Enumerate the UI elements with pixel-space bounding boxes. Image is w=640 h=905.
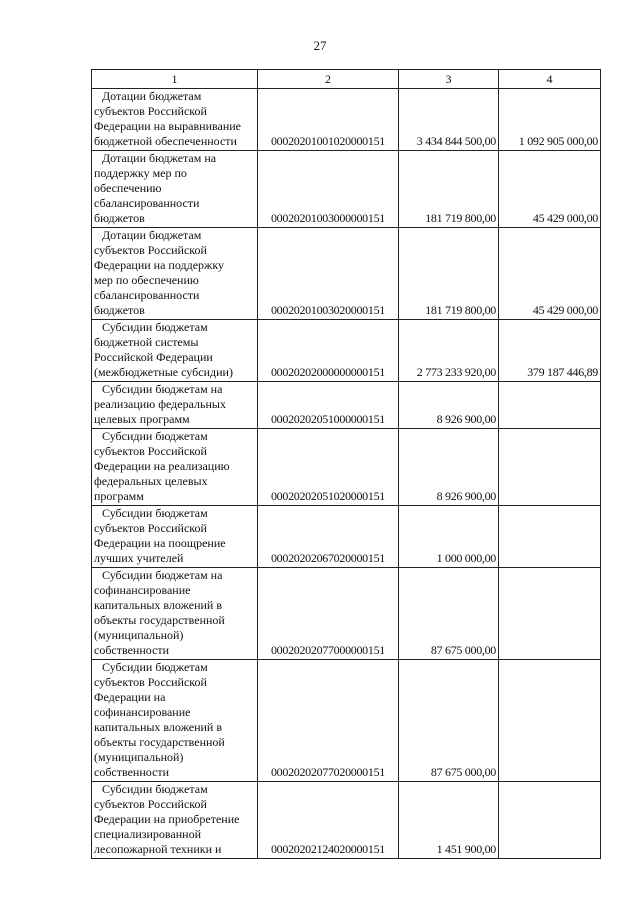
row-name: Дотации бюджетам на поддержку мер по обеспечению сбалансированности бюджетов <box>94 151 217 225</box>
row-code: 00020201001020000151 <box>258 89 399 151</box>
row-col4 <box>499 382 601 429</box>
row-code: 00020202051000000151 <box>258 382 399 429</box>
table-body <box>92 89 601 859</box>
table-row <box>92 568 601 660</box>
row-name: Субсидии бюджетам на реализацию федеральных целевых программ <box>94 382 226 426</box>
row-col3: 181 719 800,00 <box>399 228 499 320</box>
table-row <box>92 782 601 859</box>
row-code: 00020202051020000151 <box>258 429 399 506</box>
page-number: 27 <box>313 38 327 53</box>
table-row <box>92 151 601 228</box>
header-col-2: 2 <box>258 70 399 89</box>
row-name-cell <box>92 660 258 782</box>
row-col3: 8 926 900,00 <box>399 382 499 429</box>
row-name-cell <box>92 506 258 568</box>
table-row <box>92 429 601 506</box>
budget-table <box>91 69 601 859</box>
row-code: 00020201003020000151 <box>258 228 399 320</box>
row-name-cell <box>92 382 258 429</box>
table-row <box>92 89 601 151</box>
row-name-cell <box>92 320 258 382</box>
row-col4 <box>499 429 601 506</box>
row-col3: 1 451 900,00 <box>399 782 499 859</box>
row-col4: 45 429 000,00 <box>499 151 601 228</box>
table-row <box>92 506 601 568</box>
table-row <box>92 228 601 320</box>
row-name: Субсидии бюджетам субъектов Российской Федерации на поощрение лучших учителей <box>94 506 226 565</box>
row-col3: 2 773 233 920,00 <box>399 320 499 382</box>
row-name-cell <box>92 228 258 320</box>
table-header <box>92 70 601 89</box>
row-name: Дотации бюджетам субъектов Российской Федерации на выравнивание бюджетной обеспеченности <box>94 89 241 148</box>
row-name: Субсидии бюджетам бюджетной системы Российской Федерации (межбюджетные субсидии) <box>94 320 233 379</box>
row-code: 00020202077020000151 <box>258 660 399 782</box>
header-col-3: 3 <box>399 70 499 89</box>
row-name: Субсидии бюджетам на софинансирование капитальных вложений в объекты государственной (муниципальной) собственности <box>94 568 225 657</box>
header-col-4: 4 <box>499 70 601 89</box>
row-col3: 87 675 000,00 <box>399 568 499 660</box>
row-col3: 1 000 000,00 <box>399 506 499 568</box>
row-code: 00020202000000000151 <box>258 320 399 382</box>
row-name-cell <box>92 89 258 151</box>
row-col4: 45 429 000,00 <box>499 228 601 320</box>
row-col4 <box>499 506 601 568</box>
row-col3: 3 434 844 500,00 <box>399 89 499 151</box>
row-code: 00020202124020000151 <box>258 782 399 859</box>
table-row <box>92 382 601 429</box>
row-col3: 87 675 000,00 <box>399 660 499 782</box>
row-name-cell <box>92 782 258 859</box>
row-col4 <box>499 782 601 859</box>
row-col4 <box>499 568 601 660</box>
row-col4 <box>499 660 601 782</box>
table-row <box>92 660 601 782</box>
row-name: Субсидии бюджетам субъектов Российской Федерации на софинансирование капитальных вложений в объекты государственной (муниципальной) собственности <box>94 660 225 779</box>
row-code: 00020201003000000151 <box>258 151 399 228</box>
row-col3: 8 926 900,00 <box>399 429 499 506</box>
table-row <box>92 320 601 382</box>
row-code: 00020202067020000151 <box>258 506 399 568</box>
row-name-cell <box>92 151 258 228</box>
row-name-cell <box>92 429 258 506</box>
row-col4: 379 187 446,89 <box>499 320 601 382</box>
row-name-cell <box>92 568 258 660</box>
row-col4: 1 092 905 000,00 <box>499 89 601 151</box>
row-name: Субсидии бюджетам субъектов Российской Федерации на приобретение специализированной лесопожарной техники и <box>94 782 240 856</box>
row-name: Дотации бюджетам субъектов Российской Федерации на поддержку мер по обеспечению сбалансированности бюджетов <box>94 228 224 317</box>
row-col3: 181 719 800,00 <box>399 151 499 228</box>
header-col-1: 1 <box>92 70 258 89</box>
row-code: 00020202077000000151 <box>258 568 399 660</box>
row-name: Субсидии бюджетам субъектов Российской Федерации на реализацию федеральных целевых программ <box>94 429 230 503</box>
